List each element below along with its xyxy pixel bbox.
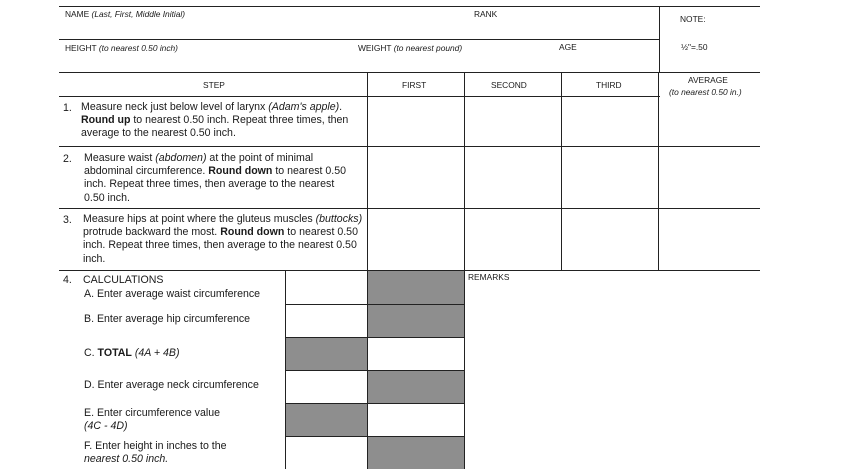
calc-a-shaded-cell xyxy=(368,271,464,304)
calc-e-shaded-cell xyxy=(286,404,367,436)
calc-c-shaded-cell xyxy=(286,338,367,370)
remarks-field[interactable] xyxy=(466,285,758,467)
header-row2-rule xyxy=(59,72,760,73)
step1-third-input[interactable] xyxy=(562,97,658,146)
column-header-third: THIRD xyxy=(596,80,622,90)
calc-f-shaded-cell xyxy=(368,437,464,469)
step2-first-input[interactable] xyxy=(368,147,464,208)
step1-instruction: Measure neck just below level of larynx (Adam's apple). Round up to nearest 0.50 inch. Repeat three times, then average to the nearest 0.50 inch. xyxy=(81,101,349,140)
step3-first-input[interactable] xyxy=(368,209,464,270)
calc-c-input[interactable] xyxy=(368,338,464,370)
column-header-average: AVERAGE xyxy=(688,75,728,85)
step3-third-input[interactable] xyxy=(562,209,658,270)
calc-a-input[interactable] xyxy=(286,271,367,304)
calc-d-label: D. Enter average neck circumference xyxy=(84,379,259,391)
calc-d-shaded-cell xyxy=(368,371,464,403)
calc-d-input[interactable] xyxy=(286,371,367,403)
name-label: NAME (Last, First, Middle Initial) xyxy=(65,9,186,19)
remarks-label: REMARKS xyxy=(468,272,510,282)
rank-field[interactable] xyxy=(472,20,658,38)
top-border xyxy=(59,6,760,7)
note-box-left-border xyxy=(659,6,660,72)
age-label: AGE xyxy=(559,42,577,52)
calc-f-label: F. Enter height in inches to the xyxy=(84,440,227,452)
calc-a-label: A. Enter average waist circumference xyxy=(84,288,261,300)
calc-b-input[interactable] xyxy=(286,305,367,337)
step1-second-input[interactable] xyxy=(465,97,561,146)
step3-number: 3. xyxy=(63,214,72,226)
note-value: ½"=.50 xyxy=(681,42,708,52)
calc-e-hint: (4C - 4D) xyxy=(84,420,128,432)
step2-instruction: Measure waist (abdomen) at the point of minimal abdominal circumference. Round down to nearest 0.50 inch. Repeat three times, then average to the nearest 0.50 inch. xyxy=(84,152,347,204)
column-header-step: STEP xyxy=(203,80,225,90)
rank-label: RANK xyxy=(474,9,498,19)
calc-b-label: B. Enter average hip circumference xyxy=(84,313,251,325)
step2-third-input[interactable] xyxy=(562,147,658,208)
step1-average-input[interactable] xyxy=(659,97,759,146)
column-header-first: FIRST xyxy=(402,80,427,90)
step3-average-input[interactable] xyxy=(659,209,759,270)
step2-second-input[interactable] xyxy=(465,147,561,208)
column-header-second: SECOND xyxy=(491,80,527,90)
calc-c-label: C. TOTAL (4A + 4B) xyxy=(84,347,180,359)
column-header-average-hint: (to nearest 0.50 in.) xyxy=(669,87,742,97)
age-field[interactable] xyxy=(557,54,658,71)
step2-number: 2. xyxy=(63,153,72,165)
header-row1-rule xyxy=(59,39,660,40)
step1-first-input[interactable] xyxy=(368,97,464,146)
calc-title: CALCULATIONS xyxy=(83,274,164,286)
note-label: NOTE: xyxy=(680,14,706,24)
calc-f-input[interactable] xyxy=(286,437,367,469)
name-field[interactable] xyxy=(60,20,470,38)
step1-number: 1. xyxy=(63,102,72,114)
step2-average-input[interactable] xyxy=(659,147,759,208)
step3-instruction: Measure hips at point where the gluteus muscles (buttocks) protrude backward the most. Round down to nearest 0.50 inch. Repeat three times, then average to the nearest 0.50 inch. xyxy=(83,213,363,265)
height-field[interactable] xyxy=(60,54,356,71)
calc-e-label: E. Enter circumference value xyxy=(84,407,221,419)
step3-second-input[interactable] xyxy=(465,209,561,270)
calc-e-input[interactable] xyxy=(368,404,464,436)
calc-b-shaded-cell xyxy=(368,305,464,337)
calc-f-hint: nearest 0.50 inch. xyxy=(84,453,169,465)
height-label: HEIGHT (to nearest 0.50 inch) xyxy=(65,43,178,53)
weight-field[interactable] xyxy=(356,54,556,71)
weight-label: WEIGHT (to nearest pound) xyxy=(358,43,463,53)
calc-number: 4. xyxy=(63,274,72,286)
